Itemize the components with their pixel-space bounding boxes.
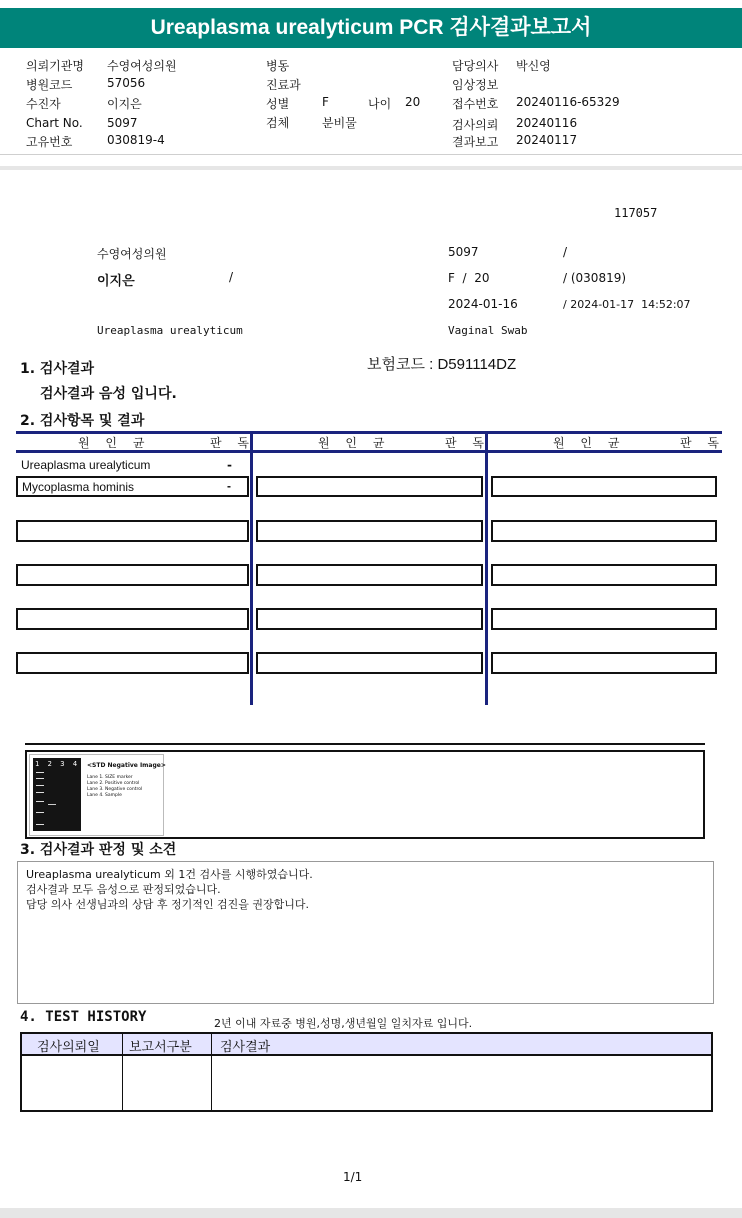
report-date-label: 결과보고 — [452, 135, 499, 149]
specimen-label: 검체 — [266, 116, 290, 130]
gel-lane-4-caption: Lane 4. Sample — [87, 793, 122, 798]
history-table — [20, 1032, 713, 1112]
organism-result: - — [227, 458, 232, 472]
section4-title: 4. TEST HISTORY — [20, 1009, 147, 1025]
history-col-report-type: 보고서구분 — [129, 1040, 192, 1055]
report-title: Ureaplasma urealyticum PCR 검사결과보고서 — [0, 8, 742, 48]
gel-lane-2-caption: Lane 2. Positive control — [87, 781, 140, 786]
clinical-label: 임상정보 — [452, 78, 499, 92]
clinic-name: 수영여성의원 — [97, 247, 167, 261]
ward-label: 병동 — [266, 59, 290, 73]
history-header-row — [22, 1034, 711, 1056]
results-divider-2 — [485, 431, 488, 705]
report-code: 117057 — [614, 206, 658, 220]
empty-result-cell — [16, 520, 249, 542]
header-shadow-bar — [0, 166, 742, 170]
organism-name: Ureaplasma urealyticum — [21, 458, 151, 472]
chart-no-value: 5097 — [107, 116, 138, 130]
unique-no-label: 고유번호 — [26, 135, 73, 149]
organism-result: - — [227, 479, 231, 493]
history-col-result: 검사결과 — [220, 1040, 271, 1055]
doctor-value: 박신영 — [516, 59, 551, 73]
empty-result-cell — [256, 476, 483, 497]
organism-name: Mycoplasma hominis — [22, 480, 135, 494]
history-col-divider — [122, 1034, 123, 1110]
request-date-value: 20240116 — [516, 116, 578, 130]
gel-electrophoresis-image — [33, 758, 81, 831]
finding-line: Ureaplasma urealyticum 외 1건 검사를 시행하였습니다. — [26, 868, 313, 881]
hospital-code-value: 57056 — [107, 76, 146, 90]
section1-title: 1. 검사결과 — [20, 361, 95, 377]
age-value: 20 — [405, 95, 421, 109]
patient-name: 이지은 — [97, 274, 135, 289]
request-date: 2024-01-16 — [448, 297, 518, 311]
sex-label: 성별 — [266, 97, 290, 111]
specimen-value: 분비물 — [322, 116, 357, 130]
institution-label: 의뢰기관명 — [26, 59, 84, 73]
institution-value: 수영여성의원 — [107, 59, 177, 73]
findings-box — [17, 861, 714, 1004]
unique-no-value: 030819-4 — [107, 133, 165, 147]
gel-caption-title: <STD Negative Image> — [87, 762, 166, 769]
report-date-value: 20240117 — [516, 133, 578, 147]
section3-title: 3. 검사결과 판정 및 소견 — [20, 842, 177, 858]
col-organism-1: 원 인 균 — [78, 436, 151, 450]
empty-result-cell — [491, 608, 717, 630]
report-datetime: / 2024-01-17 14:52:07 — [563, 298, 691, 311]
sex-value: F — [322, 95, 329, 109]
empty-result-cell — [491, 564, 717, 586]
gel-top-rule — [25, 743, 705, 745]
request-date-label: 검사의뢰 — [452, 118, 499, 132]
header-divider — [0, 154, 742, 155]
page-number: 1/1 — [343, 1170, 363, 1184]
finding-line: 담당 의사 선생님과의 상담 후 정기적인 검진을 권장합니다. — [26, 898, 309, 911]
chart-no-label: Chart No. — [26, 116, 83, 130]
results-divider-1 — [250, 431, 253, 705]
empty-result-cell — [16, 652, 249, 674]
empty-result-cell — [491, 476, 717, 497]
gel-lane-1-caption: Lane 1. SIZE marker — [87, 775, 133, 780]
history-col-request-date: 검사의뢰일 — [37, 1040, 100, 1055]
empty-result-cell — [16, 564, 249, 586]
date-of-birth: / (030819) — [563, 271, 627, 285]
hospital-code-label: 병원코드 — [26, 78, 73, 92]
chart-number: 5097 — [448, 245, 479, 259]
insurance-code: 보험코드 : D591114DZ — [367, 356, 517, 373]
receipt-no-label: 접수번호 — [452, 97, 499, 111]
doctor-label: 담당의사 — [452, 59, 499, 73]
sex-age: F / 20 — [448, 271, 490, 285]
slash-1: / — [563, 245, 568, 259]
gel-lane-3-caption: Lane 3. Negative control — [87, 787, 143, 792]
empty-result-cell — [491, 520, 717, 542]
empty-result-cell — [256, 652, 483, 674]
gel-image-card — [29, 754, 164, 836]
col-organism-3: 원 인 균 — [553, 436, 626, 450]
empty-result-cell — [256, 520, 483, 542]
empty-result-cell — [491, 652, 717, 674]
specimen-type: Vaginal Swab — [448, 324, 528, 337]
col-judgement-3: 판 독 — [680, 436, 725, 450]
history-col-divider — [211, 1034, 212, 1110]
footer-bar — [0, 1208, 742, 1218]
col-judgement-2: 판 독 — [445, 436, 490, 450]
recipient-label: 수진자 — [26, 97, 61, 111]
finding-line: 검사결과 모두 음성으로 판정되었습니다. — [26, 883, 221, 896]
section2-title: 2. 검사항목 및 결과 — [20, 413, 145, 429]
history-note: 2년 이내 자료중 병원,성명,생년월일 일치자료 입니다. — [214, 1017, 473, 1030]
col-organism-2: 원 인 균 — [318, 436, 391, 450]
test-name: Ureaplasma urealyticum — [97, 324, 243, 337]
receipt-no-value: 20240116-65329 — [516, 95, 620, 109]
section1-result: 검사결과 음성 입니다. — [40, 386, 177, 402]
department-label: 진료과 — [266, 78, 301, 92]
recipient-value: 이지은 — [107, 97, 142, 111]
slash-2: / — [229, 270, 234, 284]
empty-result-cell — [256, 564, 483, 586]
result-row — [16, 476, 249, 497]
empty-result-cell — [256, 608, 483, 630]
empty-result-cell — [16, 608, 249, 630]
col-judgement-1: 판 독 — [210, 436, 255, 450]
gel-lane-numbers: 1 2 3 4 — [35, 760, 78, 768]
age-label: 나이 — [368, 97, 392, 111]
